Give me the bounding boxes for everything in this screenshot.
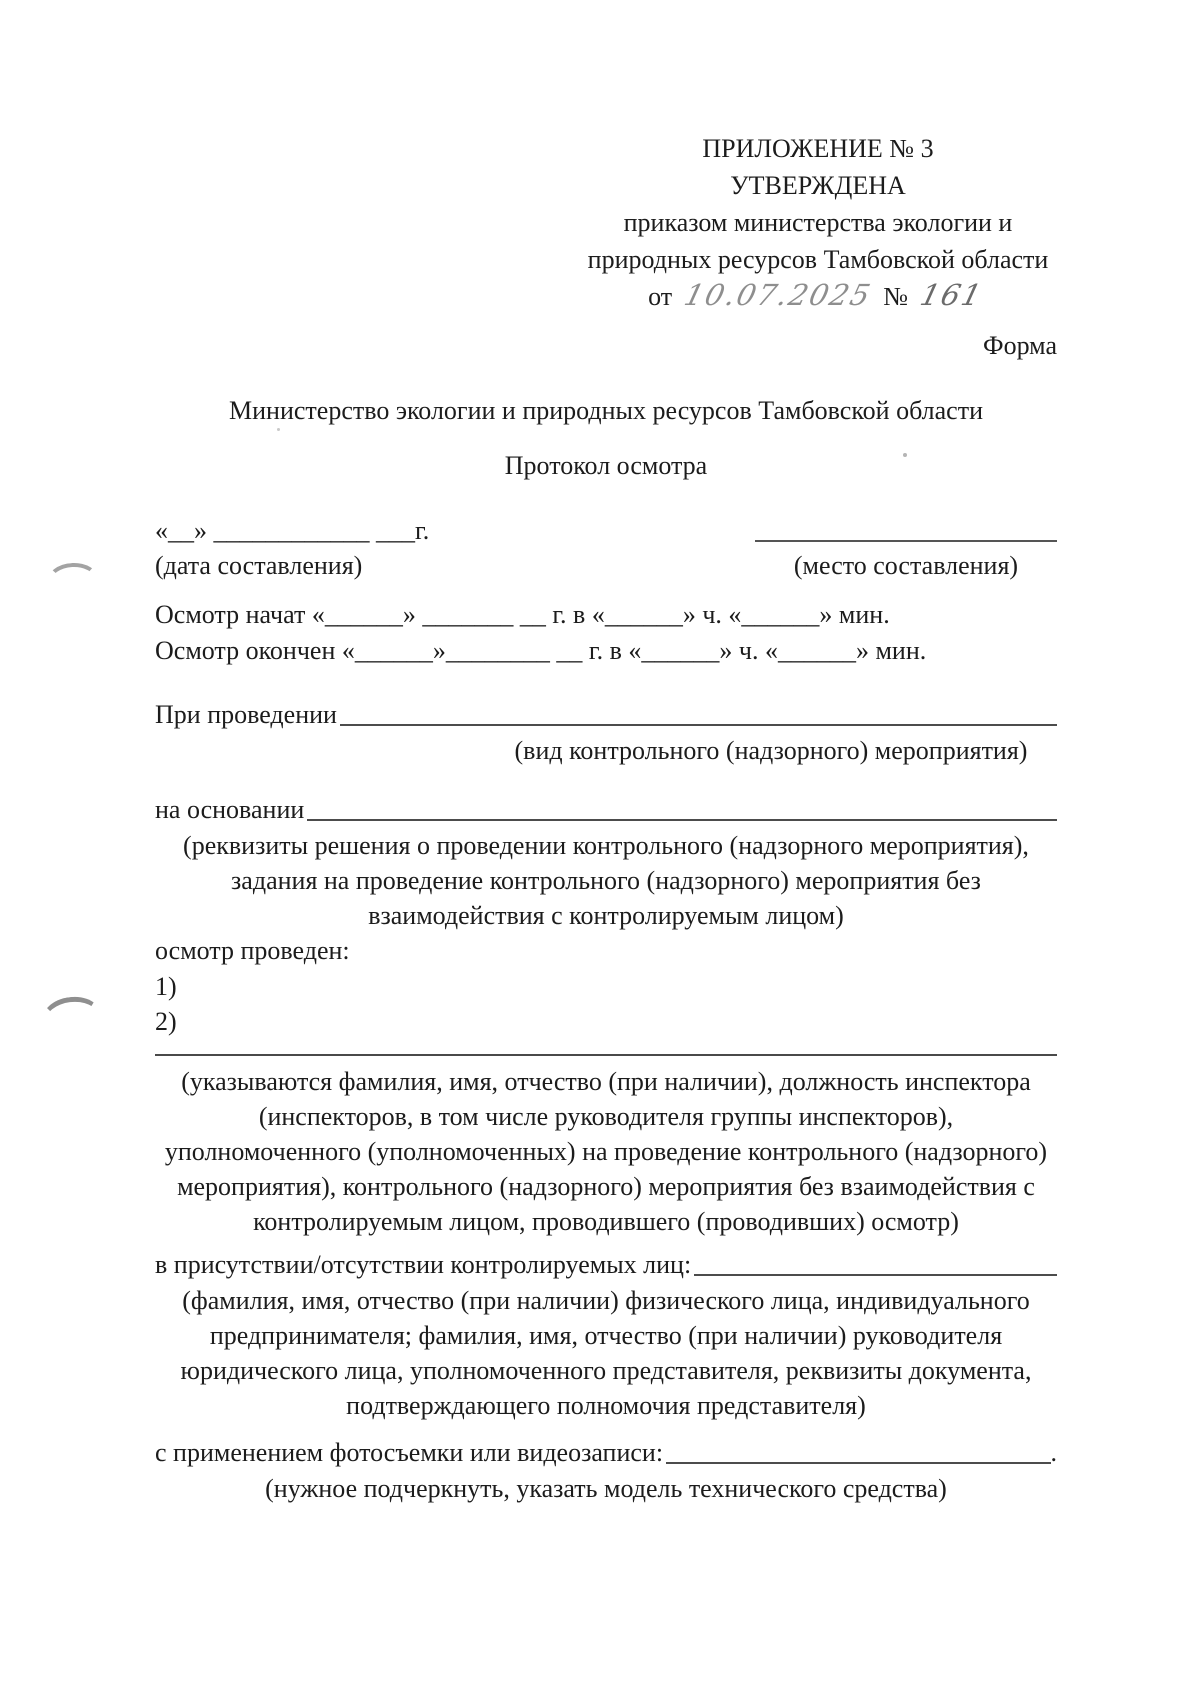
order-date-prefix: от	[648, 282, 673, 311]
conducted-caption-line: (указываются фамилия, имя, отчество (при наличии), должность инспектора	[181, 1067, 1031, 1096]
inspector-item-1: 1)	[155, 972, 177, 1001]
basis-row	[155, 792, 1057, 828]
document-title: Протокол осмотра	[504, 451, 708, 480]
media-suffix: .	[1050, 1438, 1057, 1467]
scan-speck	[277, 428, 280, 431]
form-label: Форма	[983, 331, 1057, 360]
inspection-started-line: Осмотр начат «______» _______ __ г. в «______» ч. «______» мин.	[155, 600, 890, 629]
conduct-type-caption: (вид контрольного (надзорного) мероприятия)	[514, 736, 1028, 765]
basis-label: на основании	[155, 795, 305, 824]
basis-caption-line: взаимодействия с контролируемым лицом)	[368, 901, 844, 930]
composition-date-blank: «__» ____________ ___г.	[155, 516, 430, 545]
conduct-type-label: При проведении	[155, 700, 337, 729]
presence-label: в присутствии/отсутствии контролируемых лиц:	[155, 1250, 692, 1279]
media-label: с применением фотосъемки или видеозаписи:	[155, 1438, 664, 1467]
presence-caption-line: (фамилия, имя, отчество (при наличии) физического лица, индивидуального	[182, 1286, 1030, 1315]
inspector-item-2: 2)	[155, 1007, 177, 1036]
document-page	[155, 0, 1057, 1506]
date-place-row	[155, 512, 1057, 549]
appendix-number: ПРИЛОЖЕНИЕ № 3	[702, 134, 934, 163]
basis-caption-line: (реквизиты решения о проведении контрольного (надзорного мероприятия),	[183, 831, 1029, 860]
conducted-label: осмотр проведен:	[155, 936, 350, 965]
presence-row	[155, 1247, 1057, 1283]
media-blank	[666, 1462, 1050, 1464]
conduct-type-blank	[340, 724, 1057, 726]
composition-place-caption: (место составления)	[793, 551, 1019, 580]
inspection-finished-line: Осмотр окончен «______»________ __ г. в «______» ч. «______» мин.	[155, 636, 927, 665]
conducted-caption-line: мероприятия), контрольного (надзорного) мероприятия без взаимодействия с	[177, 1172, 1035, 1201]
conducted-caption-line: (инспекторов, в том числе руководителя группы инспекторов),	[258, 1102, 954, 1131]
pencil-arc-mark	[46, 562, 100, 601]
approved-by-line-1: приказом министерства экологии и	[623, 208, 1013, 237]
presence-caption-line: предпринимателя; фамилия, имя, отчество (при наличии) руководителя	[209, 1321, 1003, 1350]
ministry-title: Министерство экологии и природных ресурсов Тамбовской области	[229, 396, 983, 425]
media-caption: (нужное подчеркнуть, указать модель технического средства)	[265, 1474, 947, 1503]
approved-label: УТВЕРЖДЕНА	[730, 171, 906, 200]
scan-speck	[903, 453, 907, 457]
conduct-type-row	[155, 697, 1057, 733]
basis-caption-line: задания на проведение контрольного (надзорного) мероприятия без	[231, 866, 981, 895]
conducted-caption-line: уполномоченного (уполномоченных) на проведение контрольного (надзорного)	[164, 1137, 1048, 1166]
approved-by-line-2: природных ресурсов Тамбовской области	[587, 245, 1049, 274]
handwritten-order-date: 10.07.2025	[680, 278, 876, 312]
composition-date-caption: (дата составления)	[155, 551, 363, 580]
presence-caption-line: подтверждающего полномочия представителя)	[346, 1391, 866, 1420]
date-place-captions	[155, 549, 1057, 583]
handwritten-order-number: 161	[916, 278, 987, 312]
presence-caption-line: юридического лица, уполномоченного представителя, реквизиты документа,	[180, 1356, 1032, 1385]
inspectors-blank-rule	[155, 1054, 1057, 1056]
composition-place-blank	[755, 540, 1057, 542]
conducted-caption-line: контролируемым лицом, проводившего (проводивших) осмотр)	[253, 1207, 959, 1236]
order-line	[579, 278, 1057, 315]
presence-blank	[694, 1274, 1057, 1276]
basis-blank	[307, 819, 1057, 821]
media-row	[155, 1435, 1057, 1471]
pencil-arc-mark	[40, 994, 105, 1044]
approval-header	[579, 130, 1057, 315]
number-sign: №	[883, 282, 909, 311]
